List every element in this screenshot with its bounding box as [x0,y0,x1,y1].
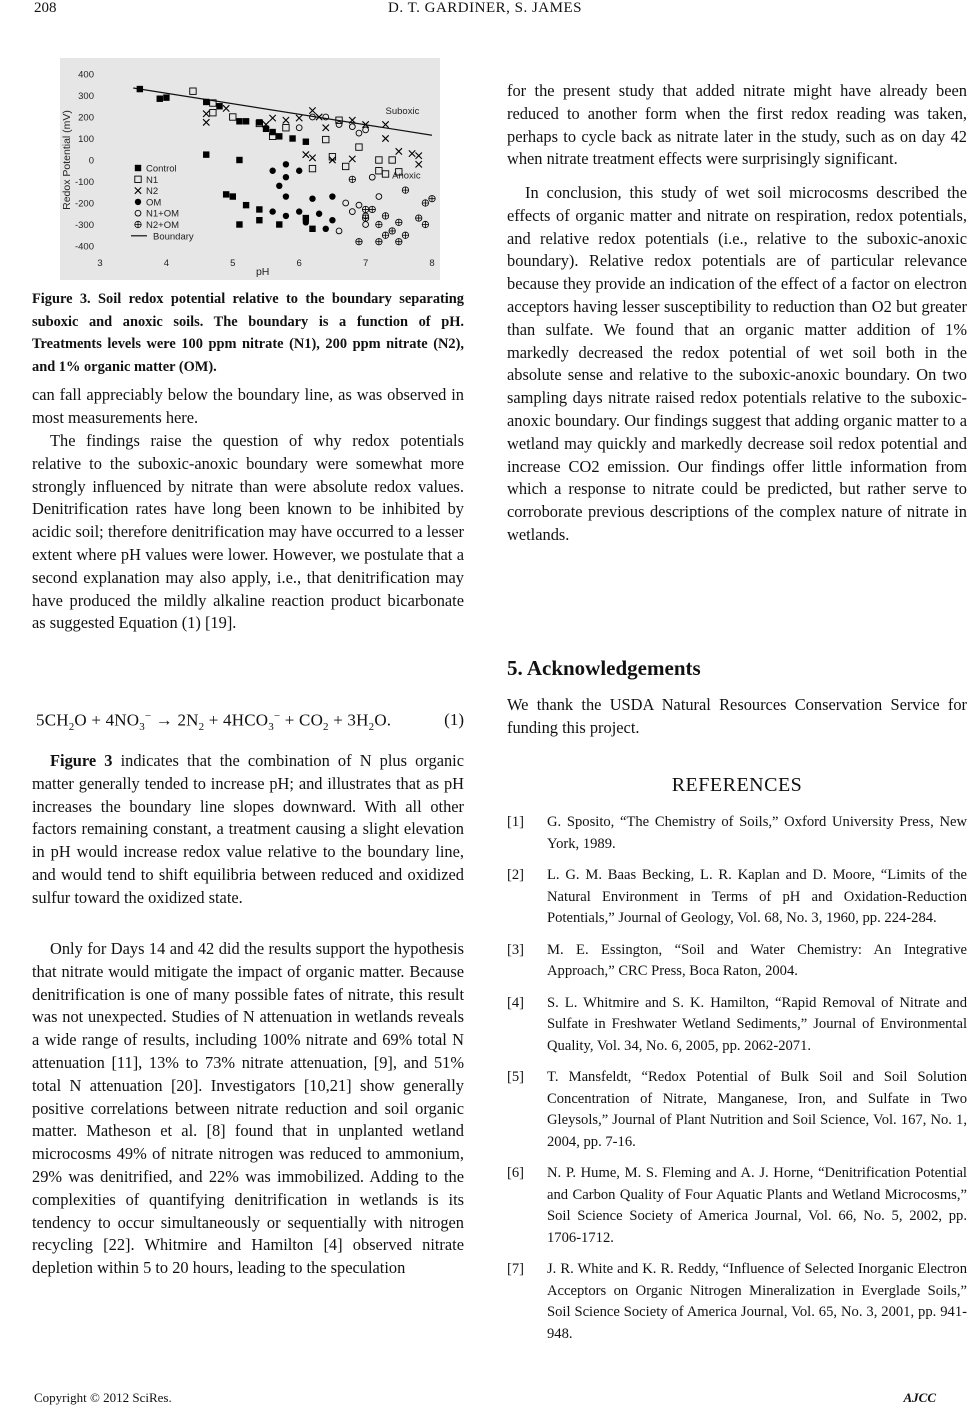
data-point-om [329,193,335,199]
y-tick-label: -300 [74,220,94,231]
page-footer [0,1390,970,1414]
data-point-n2-plus-om [376,221,382,227]
y-axis-label: Redox Potential (mV) [61,110,73,210]
data-point-om [283,174,289,180]
data-point-control [157,96,163,102]
data-point-n1-plus-om [336,228,342,234]
data-point-n2 [396,148,402,154]
data-point-control [203,151,209,157]
data-point-om [316,211,322,217]
data-point-om [309,196,315,202]
reference-text: M. E. Essington, “Soil and Water Chemistry: An Integrative Approach,” CRC Press, Boca Raton, 2004. [547,941,967,979]
data-point-n2-plus-om [349,176,355,182]
data-point-control [256,206,262,212]
data-point-control [243,202,249,208]
reference-number: [3] [507,941,525,958]
reference-text: T. Mansfeldt, “Redox Potential of Bulk Soil and Soil Solution Concentration of Nitrate, Manganese, Iron, and Sulfate in Two Gleysols,” Journal of Plant Nutrition and Soil Science, Vol. 167, No. 1, 2004, pp. 7-16. [547,1069,967,1150]
data-point-control [309,226,315,232]
data-point-n2-plus-om [402,232,408,238]
figure-caption: Figure 3. Soil redox potential relative to the boundary separating suboxic and anoxic soils. The boundary is a function of pH. Treatments levels were 100 ppm nitrate (N1), 200 ppm nitrate (N2), and 1% organic matter (OM). [32,291,464,375]
data-point-n2 [416,161,422,167]
y-tick-label: -400 [74,241,94,253]
references-heading: REFERENCES [671,774,803,796]
legend-label: N1+OM [146,208,179,220]
data-point-control [236,118,242,124]
data-point-n1 [342,163,348,169]
reference-list [507,812,967,1345]
y-tick-label: 300 [78,91,94,102]
data-point-control [276,133,282,139]
acknowledgements-heading: 5. Acknowledgements [507,656,701,680]
data-point-control [269,129,275,135]
equation-1 [32,706,464,740]
data-point-n2-plus-om [416,215,422,221]
data-point-n2 [303,151,309,157]
page-number: 208 [34,0,57,16]
data-point-om [329,217,335,223]
x-axis-label: pH [255,266,270,278]
data-point-n1 [376,157,382,163]
reference-item [507,1163,967,1249]
legend-label: N2 [146,186,159,198]
data-point-n2-plus-om [389,228,395,234]
data-point-n2-plus-om [396,239,402,245]
reference-item [507,1067,967,1153]
data-point-control [289,135,295,141]
data-point-control [243,118,249,124]
reference-item [507,865,967,930]
data-point-om [296,208,302,214]
data-point-n1-plus-om [356,202,362,208]
data-point-control [216,103,222,109]
data-point-n2 [323,125,329,131]
data-point-n1-plus-om [336,122,342,128]
legend-marker [135,221,141,227]
data-point-control [137,86,143,92]
data-point-n1 [356,144,362,150]
data-point-control [163,94,169,100]
data-point-om [283,161,289,167]
data-point-n1 [190,88,196,94]
x-tick-label: 8 [429,258,435,269]
data-point-n2 [203,111,209,117]
data-point-n1 [376,168,382,174]
left-para-3: Figure 3 indicates that the combination of N plus organic matter generally tended to increase pH; and illustrates that as pH increases the boundary line slopes downward. With all other factors remaining constant, a treatment causing a slight elevation in pH would increase redox value relative to the boundary line, and would tend to shift equilibria between reduced and oxidized sulfur toward the oxidized state. [32,751,464,907]
data-point-n1 [230,114,236,120]
data-point-om [276,183,282,189]
left-para-4: Only for Days 14 and 42 did the results support the hypothesis that nitrate would mitigate the impact of organic matter. Because denitrification is one of many possible fates of nitrate, this result was not unexpected. Studies of N attenuation in wetlands reveals a wide range of results, including 100% nitrate and 69% total N attenuation [11], 13% to 73% nitrate attenuation, [9], and 51% total N attenuation [20]. Investigators [10,21] show generally positive correlations between nitrate reduction and soil organic matter. Matheson et al. [8] found that in unplanted wetland microcosms 49% of nitrate nitrogen was reduced to ammonium, 29% was denitrified, and 22% was immobilized. Adding to the complexities of quantifying denitrification in wetlands is its tendency to occur simultaneously or sequentially with nitrogen recycling [22]. Whitmire and Hamilton [4] observed nitrate depletion within 5 to 20 hours, leading to the speculation [32,939,464,1278]
data-point-n1-plus-om [376,194,382,200]
data-point-n1 [210,110,216,116]
y-tick-label: 0 [88,155,94,167]
reference-text: J. R. White and K. R. Reddy, “Influence of Selected Inorganic Electron Acceptors on Organic Nitrogen Mineralization in Everglade Soils,” Soil Science Society of America Journal, Vol. 65, No. 3, 2001, pp. 941-948. [547,1261,967,1342]
data-point-n2-plus-om [369,206,375,212]
data-point-n1 [283,125,289,131]
x-tick-label: 3 [97,258,103,269]
data-point-n2 [409,150,415,156]
data-point-n1 [329,154,335,160]
equation-body: $5CH_2O + 4NO_3^- \to 2N_2 + 4HCO_3^- + CO_2 + 3H_2O$. [36,710,392,734]
left-para-2: The findings raise the question of why redox potentials relative to the suboxic-anoxic boundary were somewhat more strongly influenced by nitrate than were absolute redox values. Denitrification rates have long been known to be inhibited by acidic soil; therefore denitrification may have occurred to a lesser extent where pH values were lower. However, we postulate that a second explanation may also apply, i.e., that denitrification may have produced the mildly alkaline reaction product bicarbonate as suggested Equation (1) [19]. [32,431,464,633]
y-tick-label: -200 [74,198,94,210]
data-point-n2 [296,115,302,121]
reference-text: G. Sposito, “The Chemistry of Soils,” Oxford University Press, New York, 1989. [547,814,967,852]
figure-reference: Figure 3 [50,751,113,770]
data-point-n2-plus-om [396,219,402,225]
reference-text: N. P. Hume, M. S. Fleming and A. J. Horne, “Denitrification Potential and Carbon Quality of Four Aquatic Plants and Wetland Microcosms,” Soil Science Society of America Journal, Vol. 66, No. 5, 2002, pp. 1706-1712. [547,1165,967,1246]
right-para-2: In conclusion, this study of wet soil microcosms described the effects of organic matter and nitrate on respiration, redox potentials, and relative redox potentials (i.e., relative to the suboxic-anoxic boundary). Relative redox potentials are of particular relevance because they provide an indication of the effect of a factor on electron acceptors having lesser susceptibility to reduction than O2 but greater than sulfate. We found that an organic matter addition of 1% markedly decreased the redox potential of wet soil both in the absolute sense and relative to the suboxic-anoxic boundary. On two sampling days nitrate raised redox potentials relative to the suboxic-anoxic boundary. Our findings suggest that adding organic matter to a wetland may quickly and markedly decrease soil redox potential and increase CO2 emission. Our findings offer little information from which a response to nitrate could be predicted, but rather serve to corroborate previous descriptions of the complex nature of nitrate in wetlands. [507,183,967,544]
data-point-n1 [389,157,395,163]
data-point-om [283,213,289,219]
y-tick-label: 200 [78,112,94,124]
data-point-n1 [323,136,329,142]
data-point-n1-plus-om [343,200,349,206]
data-point-n2-plus-om [376,239,382,245]
data-point-om [323,226,329,232]
reference-number: [1] [507,814,525,830]
x-tick-label: 7 [362,258,369,269]
anoxic-label: Anoxic [392,170,421,182]
data-point-n2 [203,119,209,125]
y-tick-label: 100 [78,134,94,145]
y-tick-label: -100 [74,177,94,188]
x-tick-label: 4 [163,258,170,269]
reference-number: [4] [507,994,525,1011]
data-point-n2 [269,115,275,121]
data-point-n1-plus-om [296,125,302,131]
data-point-n2-plus-om [422,200,428,206]
copyright: Copyright © 2012 SciRes. [34,1390,172,1405]
data-point-om [303,219,309,225]
data-point-control [236,221,242,227]
data-point-n2 [349,156,355,162]
reference-item [507,1259,967,1345]
y-tick-label: 400 [78,69,94,81]
reference-number: [2] [507,867,525,883]
data-point-n1 [309,165,315,171]
suboxic-label: Suboxic [385,105,420,117]
left-para-1: can fall appreciably below the boundary line, as was observed in most measurements here. [32,385,464,427]
reference-number: [5] [507,1069,525,1085]
equation-number: (1) [444,710,464,729]
data-point-n1-plus-om [363,222,369,228]
legend-label: Boundary [153,231,194,243]
legend-marker [135,165,141,171]
data-point-control [256,217,262,223]
data-point-om [269,208,275,214]
legend-label: N1 [146,174,159,186]
reference-number: [6] [507,1165,525,1181]
data-point-n1-plus-om [349,209,355,215]
data-point-n1-plus-om [356,130,362,136]
reference-item [507,812,967,855]
data-point-om [269,168,275,174]
reference-text: S. L. Whitmire and S. K. Hamilton, “Rapid Removal of Nitrate and Sulfate in Freshwater Wetland Sediments,” Journal of Environmental Quality, Vol. 34, No. 6, 2005, pp. 2062-2071. [547,994,967,1054]
data-point-n2 [382,121,388,127]
data-point-om [296,168,302,174]
data-point-control [276,221,282,227]
data-point-n2-plus-om [382,213,388,219]
data-point-n1-plus-om [369,174,375,180]
data-point-n2-plus-om [362,206,368,212]
data-point-n2-plus-om [356,239,362,245]
data-point-control [223,191,229,197]
legend-label: OM [146,197,162,209]
data-point-om [283,193,289,199]
data-point-n1 [382,171,388,177]
data-point-n2-plus-om [429,196,435,202]
figure-3 [60,58,440,280]
data-point-n2 [416,153,422,159]
data-point-n2-plus-om [382,232,388,238]
x-tick-label: 6 [296,258,302,269]
reference-text: L. G. M. Baas Becking, L. R. Kaplan and D. Moore, “Limits of the Natural Environment in Terms of pH and Oxidation-Reduction Potentials,” Journal of Geology, Vol. 68, No. 3, 1960, pp. 224-284. [547,867,967,926]
legend-label: N2+OM [146,220,179,231]
data-point-n2 [223,105,229,111]
data-point-n2 [382,135,388,141]
legend-marker [135,199,141,205]
journal-abbrev: AJCC [903,1390,936,1405]
page-header [0,0,970,30]
redox-scatter-chart [60,58,440,280]
data-point-n2-plus-om [422,221,428,227]
data-point-control [236,157,242,163]
reference-number: [7] [507,1261,525,1277]
data-point-n2 [283,117,289,123]
data-point-n1-plus-om [349,124,355,130]
data-point-n2-plus-om [362,215,368,221]
reference-item [507,940,967,983]
x-tick-label: 5 [230,258,236,269]
right-para-1: for the present study that added nitrate might have already been reduced to another form when the first redox reading was taken, perhaps to cycle back as nitrate later in the study, such as on day 42 when nitrate treatment effects were surprisingly significant. [507,81,967,169]
data-point-n2 [309,107,315,113]
data-point-n2-plus-om [402,187,408,193]
data-point-n2 [309,155,315,161]
acknowledgements-text: We thank the USDA Natural Resources Conservation Service for funding this project. [507,695,967,737]
reference-item [507,993,967,1058]
data-point-control [303,139,309,145]
data-point-n1-plus-om [363,127,369,133]
data-point-control [230,193,236,199]
legend-label: Control [146,163,177,175]
running-head: D. T. GARDINER, S. JAMES [388,0,582,16]
data-point-control [203,99,209,105]
